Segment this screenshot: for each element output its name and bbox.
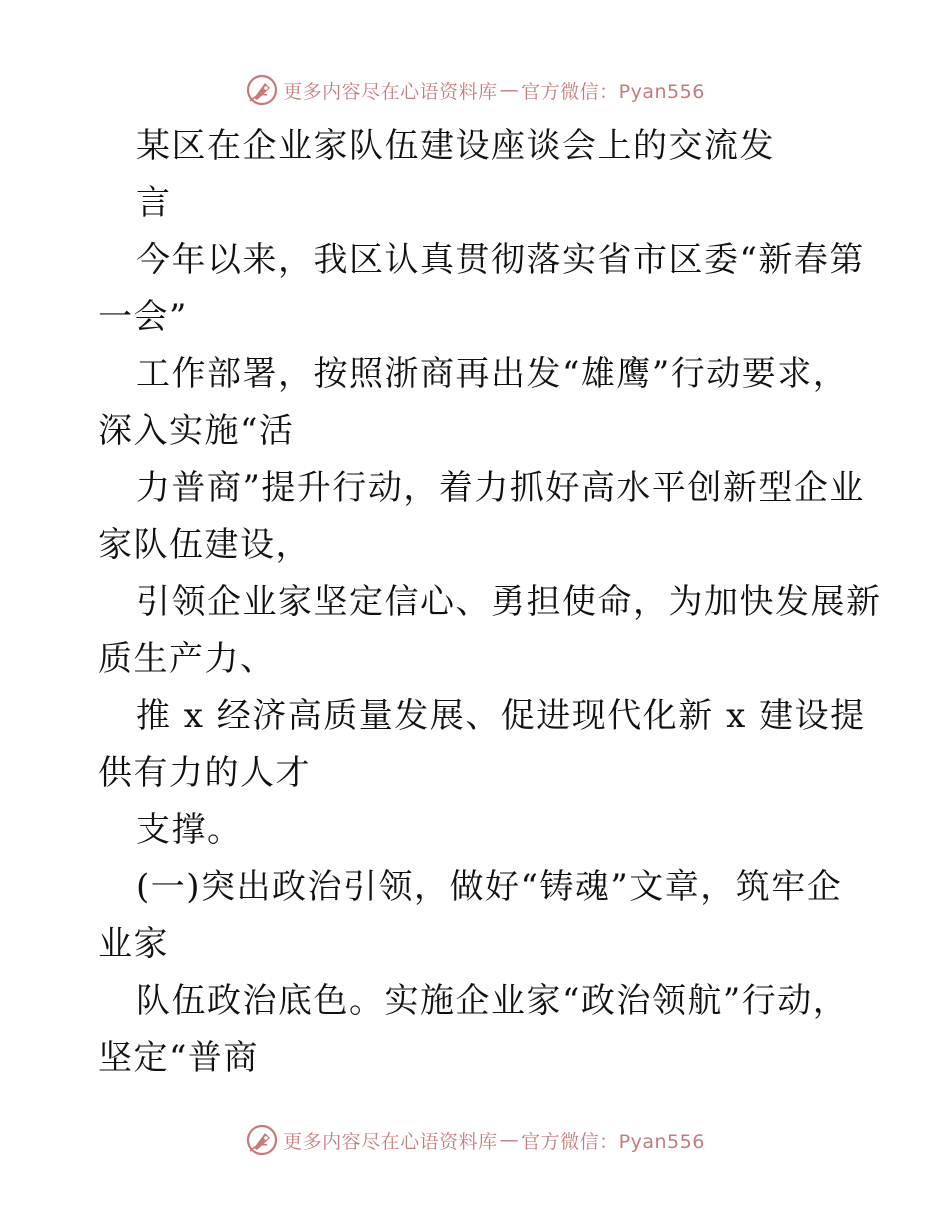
- paragraph-line: 支撑。: [136, 810, 243, 850]
- watermark-text: 更多内容尽在心语资料库: [283, 1130, 498, 1153]
- watermark-wechat: 官方微信：Pyan556: [521, 80, 705, 103]
- watermark-dash: —: [499, 79, 520, 101]
- paragraph-line: 坚定“普商: [98, 1038, 259, 1078]
- paragraph-line: 一会”: [98, 297, 188, 337]
- watermark-wechat: 官方微信：Pyan556: [521, 1130, 705, 1153]
- title-line-2: 言: [136, 183, 172, 223]
- section-heading-line: 业家: [98, 924, 169, 964]
- watermark-text: 更多内容尽在心语资料库: [283, 80, 498, 103]
- header-watermark: [0, 70, 950, 110]
- document-body: [98, 118, 882, 1087]
- title-line-1: 某区在企业家队伍建设座谈会上的交流发: [136, 126, 775, 166]
- footer-watermark: [0, 1120, 950, 1160]
- paragraph-line: 深入实施“活: [98, 411, 295, 451]
- paragraph-line: 队伍政治底色。实施企业家“政治领航”行动，: [136, 981, 849, 1021]
- paragraph-line: 引领企业家坚定信心、勇担使命，为加快发展新: [136, 582, 882, 622]
- paragraph-line: 推 x 经济高质量发展、促进现代化新 x 建设提: [136, 696, 866, 736]
- paragraph-line: 家队伍建设，: [98, 525, 311, 565]
- paragraph-line: 工作部署，按照浙商再出发“雄鹰”行动要求，: [136, 354, 849, 394]
- paragraph-line: 供有力的人才: [98, 753, 311, 793]
- watermark-dash: —: [499, 1129, 520, 1151]
- paragraph-line: 今年以来，我区认真贯彻落实省市区委“新春第: [136, 240, 865, 280]
- paragraph-line: 力普商”提升行动，着力抓好高水平创新型企业: [136, 468, 865, 508]
- pen-nib-logo-icon: [245, 1123, 279, 1157]
- section-heading-line: (一)突出政治引领，做好“铸魂”文章，筑牢企: [136, 867, 843, 907]
- pen-nib-logo-icon: [245, 73, 279, 107]
- paragraph-line: 质生产力、: [98, 639, 276, 679]
